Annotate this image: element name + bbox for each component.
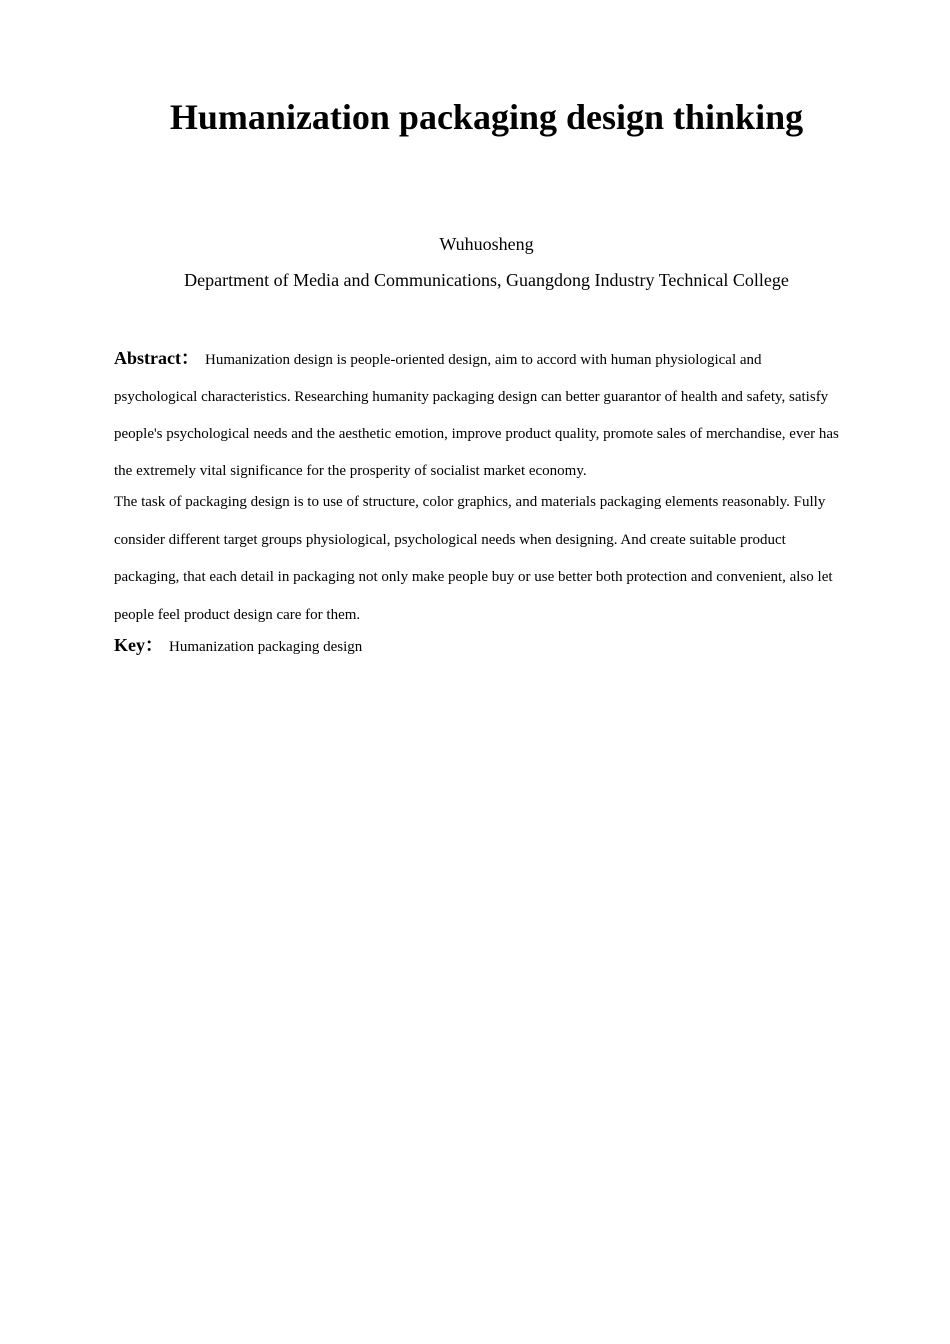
abstract-label: Abstract — [114, 348, 181, 368]
keywords-label-separator: ： — [145, 635, 163, 655]
author-name: Wuhuosheng — [439, 234, 534, 254]
keywords-label: Key — [114, 635, 145, 655]
abstract-label-separator: ： — [180, 348, 199, 368]
paper-title: Humanization packaging design thinking — [169, 97, 804, 137]
author-affiliation: Department of Media and Communications, Guangdong Industry Technical College — [184, 270, 789, 290]
keywords-text: Humanization packaging design — [169, 639, 363, 655]
keywords-section — [114, 632, 844, 660]
abstract-section — [114, 340, 844, 490]
abstract-paragraph-1: Humanization design is people-oriented design, aim to accord with human physiological and psychological characteristics. Researching humanity packaging design can better guarantor of health and safety, satisfy people's psychological needs and the aesthetic emotion, improve product quality, promote sales of merchandise, ever has the extremely vital significance for the prosperity of socialist market economy. — [114, 352, 839, 479]
abstract-paragraph-2: The task of packaging design is to use of structure, color graphics, and materials packaging elements reasonably. Fully consider different target groups physiological, psychological needs when designing. And create suitable product packaging, that each detail in packaging not only make people buy or use better both protection and convenient, also let people feel product design care for them. — [114, 494, 833, 623]
